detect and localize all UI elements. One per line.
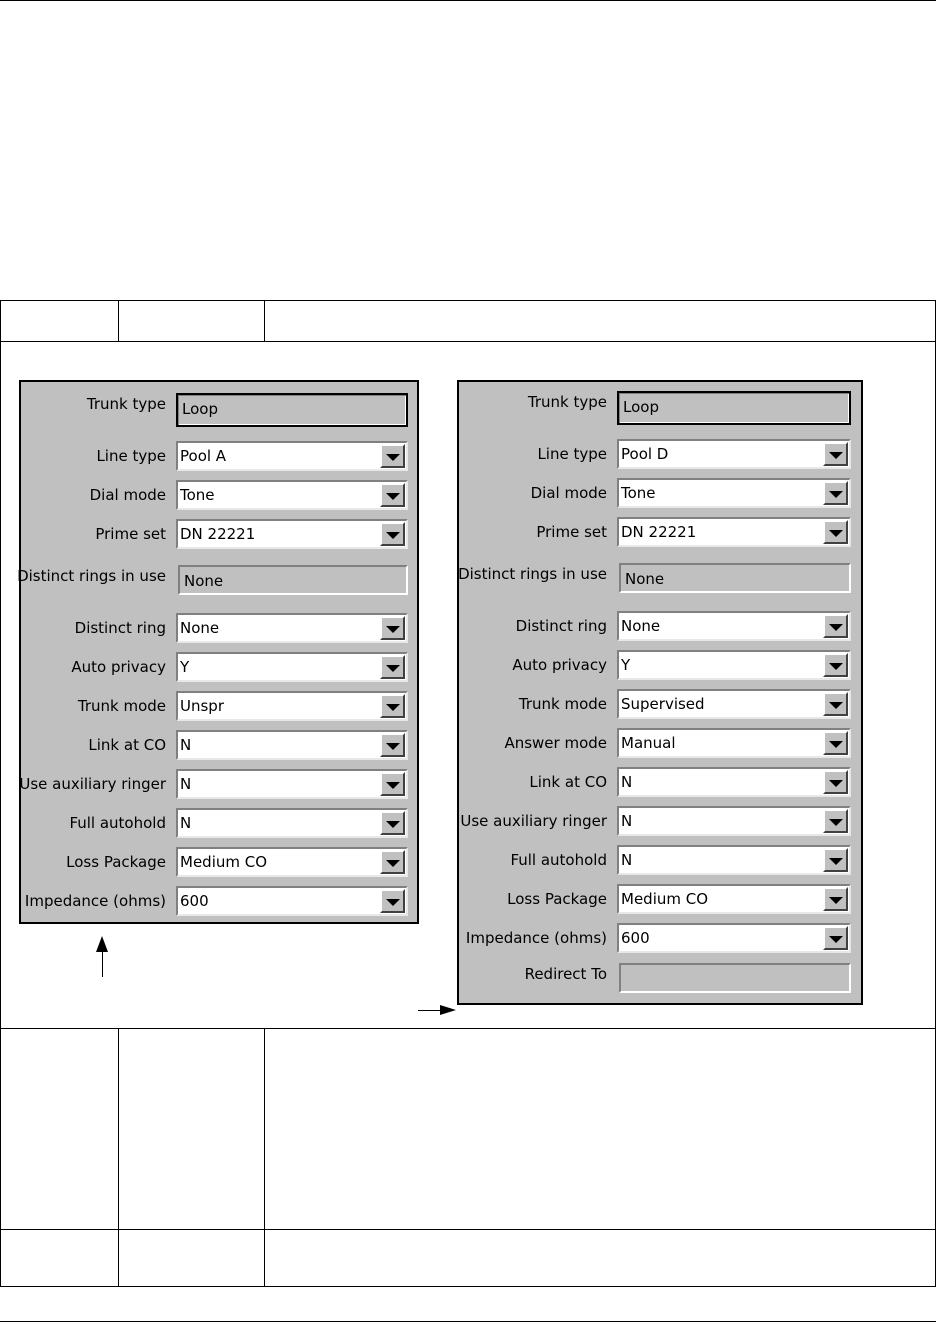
field-row-use-auxiliary-ringer	[459, 806, 861, 836]
trunk-type-readonly-field	[617, 391, 851, 425]
prime-set-value: DN 22221	[180, 525, 256, 543]
line-type-value: Pool D	[621, 445, 669, 463]
chevron-down-icon	[386, 493, 400, 500]
field-row-link-at-co	[21, 730, 417, 760]
dropdown-button[interactable]	[823, 731, 848, 755]
impedance-ohms-dropdown[interactable]	[617, 923, 851, 953]
field-row-prime-set	[21, 519, 417, 549]
prime-set-label: Prime set	[95, 525, 166, 543]
impedance-ohms-value: 600	[621, 929, 650, 947]
trunk-type-readonly-field	[176, 393, 408, 427]
link-at-co-label: Link at CO	[529, 773, 607, 791]
dropdown-button[interactable]	[380, 522, 405, 546]
chevron-down-icon	[829, 491, 843, 498]
link-at-co-value: N	[621, 773, 633, 791]
full-autohold-dropdown[interactable]	[176, 808, 408, 838]
dropdown-button[interactable]	[380, 616, 405, 640]
distinct-ring-dropdown[interactable]	[617, 611, 851, 641]
link-at-co-label: Link at CO	[88, 736, 166, 754]
dropdown-button[interactable]	[823, 848, 848, 872]
chevron-down-icon	[386, 454, 400, 461]
top-rule	[0, 0, 936, 1]
field-row-distinct-ring	[21, 613, 417, 643]
prime-set-value: DN 22221	[621, 523, 697, 541]
chevron-down-icon	[386, 821, 400, 828]
redirect-to-label: Redirect To	[524, 965, 607, 983]
answer-mode-value: Manual	[621, 734, 676, 752]
line-type-label: Line type	[537, 445, 607, 463]
field-row-distinct-ring	[459, 611, 861, 641]
prime-set-dropdown[interactable]	[617, 517, 851, 547]
link-at-co-dropdown[interactable]	[617, 767, 851, 797]
full-autohold-label: Full autohold	[69, 814, 166, 832]
dropdown-button[interactable]	[823, 770, 848, 794]
field-row-line-type	[21, 441, 417, 471]
auto-privacy-dropdown[interactable]	[617, 650, 851, 680]
full-autohold-dropdown[interactable]	[617, 845, 851, 875]
line-type-value: Pool A	[180, 447, 227, 465]
loss-package-label: Loss Package	[507, 890, 607, 908]
dropdown-button[interactable]	[380, 733, 405, 757]
dial-mode-label: Dial mode	[89, 486, 166, 504]
chevron-down-icon	[829, 452, 843, 459]
line-type-dropdown[interactable]	[617, 439, 851, 469]
chevron-down-icon	[829, 702, 843, 709]
distinct-rings-in-use-value: None	[625, 570, 665, 588]
bottom-rule	[0, 1321, 936, 1322]
trunk-mode-dropdown[interactable]	[617, 689, 851, 719]
auto-privacy-value: Y	[621, 656, 631, 674]
use-auxiliary-ringer-dropdown[interactable]	[176, 769, 408, 799]
chevron-down-icon	[829, 780, 843, 787]
field-row-dial-mode	[21, 480, 417, 510]
field-row-distinct-rings-in-use	[459, 563, 861, 593]
dropdown-button[interactable]	[380, 889, 405, 913]
trunk-mode-label: Trunk mode	[518, 695, 607, 713]
prime-set-dropdown[interactable]	[176, 519, 408, 549]
field-row-auto-privacy	[21, 652, 417, 682]
dropdown-button[interactable]	[380, 655, 405, 679]
loss-package-dropdown[interactable]	[176, 847, 408, 877]
loss-package-dropdown[interactable]	[617, 884, 851, 914]
link-at-co-value: N	[180, 736, 192, 754]
loss-package-label: Loss Package	[66, 853, 166, 871]
trunk-type-label: Trunk type	[527, 393, 607, 411]
field-row-loss-package	[21, 847, 417, 877]
field-row-line-type	[459, 439, 861, 469]
dropdown-button[interactable]	[823, 614, 848, 638]
use-auxiliary-ringer-label: Use auxiliary ringer	[19, 775, 166, 793]
dropdown-button[interactable]	[823, 692, 848, 716]
distinct-rings-in-use-readonly-field	[619, 563, 851, 593]
chevron-down-icon	[386, 782, 400, 789]
dropdown-button[interactable]	[823, 520, 848, 544]
full-autohold-value: N	[621, 851, 633, 869]
distinct-ring-value: None	[621, 617, 661, 635]
right-trunk-properties-panel	[457, 380, 863, 1005]
field-row-dial-mode	[459, 478, 861, 508]
chevron-down-icon	[829, 530, 843, 537]
loss-package-value: Medium CO	[621, 890, 709, 908]
left-trunk-properties-panel	[19, 380, 419, 924]
trunk-type-value: Loop	[182, 400, 218, 418]
dropdown-button[interactable]	[380, 772, 405, 796]
field-row-full-autohold	[459, 845, 861, 875]
loss-package-value: Medium CO	[180, 853, 268, 871]
distinct-ring-label: Distinct ring	[74, 619, 166, 637]
field-row-answer-mode	[459, 728, 861, 758]
dropdown-button[interactable]	[823, 481, 848, 505]
dropdown-button[interactable]	[823, 809, 848, 833]
dropdown-button[interactable]	[823, 442, 848, 466]
trunk-mode-label: Trunk mode	[77, 697, 166, 715]
trunk-type-label: Trunk type	[86, 395, 166, 413]
dropdown-button[interactable]	[380, 811, 405, 835]
distinct-rings-in-use-readonly-field	[178, 565, 408, 595]
dial-mode-dropdown[interactable]	[176, 480, 408, 510]
field-row-trunk-mode	[21, 691, 417, 721]
field-row-impedance-ohms	[21, 886, 417, 916]
field-row-full-autohold	[21, 808, 417, 838]
chevron-down-icon	[386, 860, 400, 867]
redirect-to-readonly-field	[619, 963, 851, 993]
trunk-mode-value: Supervised	[621, 695, 705, 713]
auto-privacy-label: Auto privacy	[512, 656, 607, 674]
field-row-prime-set	[459, 517, 861, 547]
dropdown-button[interactable]	[380, 694, 405, 718]
chevron-down-icon	[386, 532, 400, 539]
chevron-down-icon	[386, 665, 400, 672]
chevron-down-icon	[829, 897, 843, 904]
use-auxiliary-ringer-value: N	[180, 775, 192, 793]
chevron-down-icon	[386, 626, 400, 633]
trunk-mode-value: Unspr	[180, 697, 224, 715]
impedance-ohms-dropdown[interactable]	[176, 886, 408, 916]
auto-privacy-value: Y	[180, 658, 190, 676]
field-row-trunk-mode	[459, 689, 861, 719]
dial-mode-label: Dial mode	[530, 484, 607, 502]
dropdown-button[interactable]	[380, 444, 405, 468]
field-row-use-auxiliary-ringer	[21, 769, 417, 799]
distinct-rings-in-use-value: None	[184, 572, 224, 590]
chevron-down-icon	[829, 858, 843, 865]
dropdown-button[interactable]	[823, 887, 848, 911]
full-autohold-label: Full autohold	[510, 851, 607, 869]
chevron-down-icon	[386, 704, 400, 711]
link-at-co-dropdown[interactable]	[176, 730, 408, 760]
use-auxiliary-ringer-value: N	[621, 812, 633, 830]
field-row-trunk-type	[21, 393, 417, 423]
field-row-link-at-co	[459, 767, 861, 797]
field-row-loss-package	[459, 884, 861, 914]
dial-mode-value: Tone	[621, 484, 656, 502]
field-row-auto-privacy	[459, 650, 861, 680]
chevron-down-icon	[829, 741, 843, 748]
distinct-ring-value: None	[180, 619, 220, 637]
distinct-ring-label: Distinct ring	[515, 617, 607, 635]
answer-mode-dropdown[interactable]	[617, 728, 851, 758]
chevron-down-icon	[829, 819, 843, 826]
distinct-rings-in-use-label: Distinct rings in use	[458, 565, 607, 583]
impedance-ohms-label: Impedance (ohms)	[465, 929, 607, 947]
chevron-down-icon	[829, 936, 843, 943]
dial-mode-dropdown[interactable]	[617, 478, 851, 508]
prime-set-label: Prime set	[536, 523, 607, 541]
distinct-rings-in-use-label: Distinct rings in use	[17, 567, 166, 585]
dropdown-button[interactable]	[380, 483, 405, 507]
chevron-down-icon	[829, 624, 843, 631]
field-row-redirect-to	[459, 963, 861, 993]
impedance-ohms-value: 600	[180, 892, 209, 910]
use-auxiliary-ringer-label: Use auxiliary ringer	[460, 812, 607, 830]
impedance-ohms-label: Impedance (ohms)	[24, 892, 166, 910]
auto-privacy-label: Auto privacy	[71, 658, 166, 676]
full-autohold-value: N	[180, 814, 192, 832]
auto-privacy-dropdown[interactable]	[176, 652, 408, 682]
answer-mode-label: Answer mode	[504, 734, 607, 752]
field-row-distinct-rings-in-use	[17, 565, 417, 595]
chevron-down-icon	[386, 743, 400, 750]
trunk-mode-dropdown[interactable]	[176, 691, 408, 721]
distinct-ring-dropdown[interactable]	[176, 613, 408, 643]
dropdown-button[interactable]	[380, 850, 405, 874]
use-auxiliary-ringer-dropdown[interactable]	[617, 806, 851, 836]
chevron-down-icon	[829, 663, 843, 670]
field-row-impedance-ohms	[459, 923, 861, 953]
dropdown-button[interactable]	[823, 653, 848, 677]
chevron-down-icon	[386, 899, 400, 906]
line-type-dropdown[interactable]	[176, 441, 408, 471]
trunk-type-value: Loop	[623, 398, 659, 416]
line-type-label: Line type	[96, 447, 166, 465]
dropdown-button[interactable]	[823, 926, 848, 950]
dial-mode-value: Tone	[180, 486, 215, 504]
field-row-trunk-type	[459, 391, 861, 421]
